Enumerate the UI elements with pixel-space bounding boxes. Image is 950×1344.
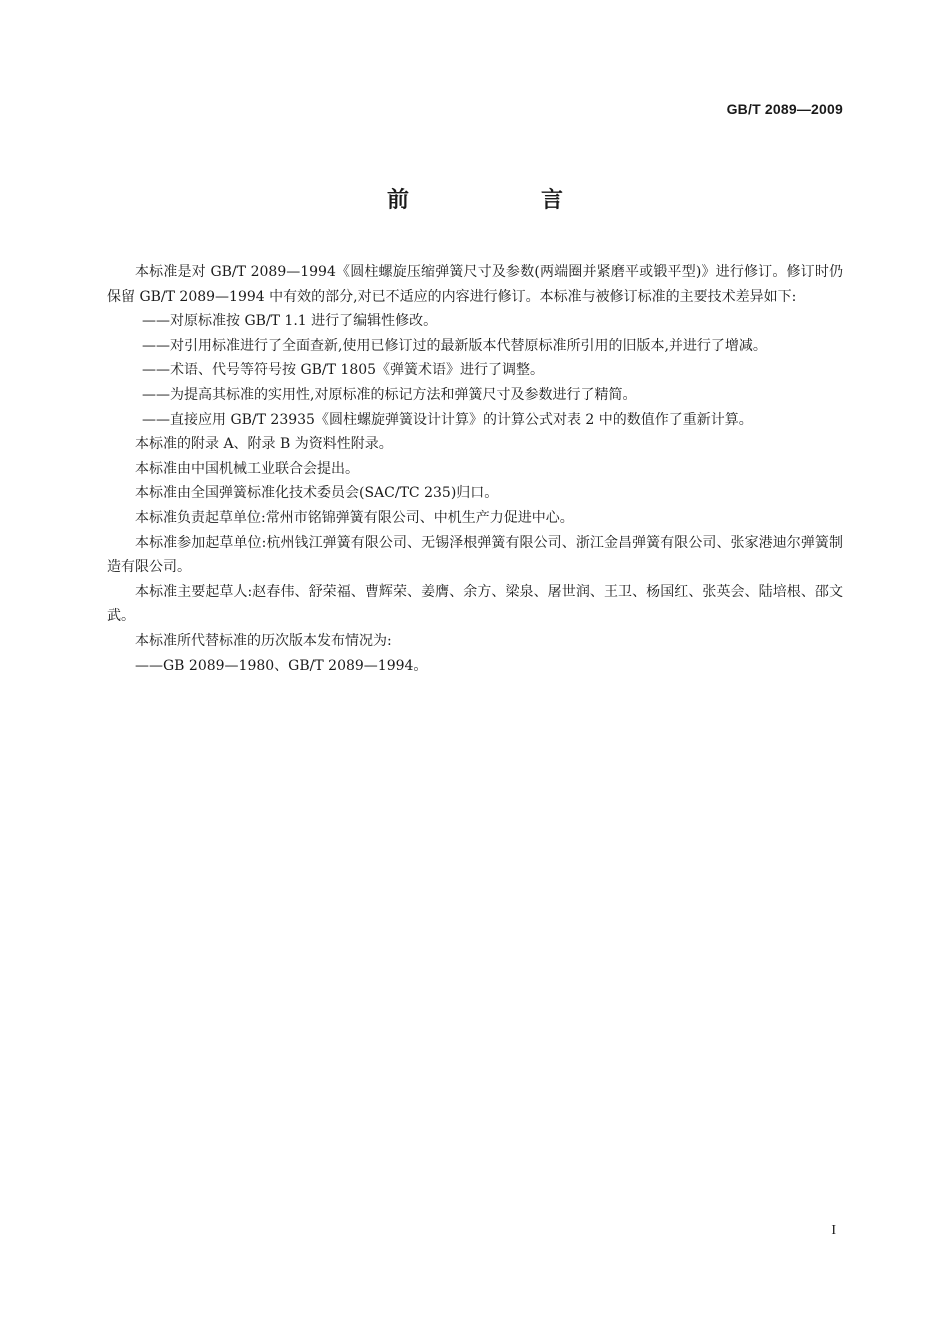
committee-paragraph: 本标准由全国弹簧标准化技术委员会(SAC/TC 235)归口。 xyxy=(135,485,499,502)
intro-paragraph: 本标准是对 GB/T 2089—1994《圆柱螺旋压缩弹簧尺寸及参数(两端圈并紧磨平或锻平型)》进行修订。修订时仍保留 GB/T 2089—1994 中有效的部分,对已不适应的内容进行修订。本标准与被修订标准的主要技术差异如下: xyxy=(107,264,843,305)
list-item: ——直接应用 GB/T 23935《圆柱螺旋弹簧设计计算》的计算公式对表 2 中的数值作了重新计算。 xyxy=(142,411,753,428)
list-item: ——术语、代号等符号按 GB/T 1805《弹簧术语》进行了调整。 xyxy=(142,362,545,379)
page-title: 前 言 xyxy=(386,188,618,213)
drafters-paragraph: 本标准主要起草人:赵春伟、舒荣福、曹辉荣、姜膺、余方、梁泉、屠世润、王卫、杨国红、张英会、陆培根、邵文武。 xyxy=(107,583,843,625)
annex-paragraph: 本标准的附录 A、附录 B 为资料性附录。 xyxy=(135,436,393,453)
proposer-paragraph: 本标准由中国机械工业联合会提出。 xyxy=(135,460,359,477)
page-number: I xyxy=(831,1223,836,1238)
drafting-unit-paragraph: 本标准负责起草单位:常州市铭锦弹簧有限公司、中机生产力促进中心。 xyxy=(135,509,574,526)
list-item: ——为提高其标准的实用性,对原标准的标记方法和弹簧尺寸及参数进行了精简。 xyxy=(142,386,637,403)
list-item: ——对原标准按 GB/T 1.1 进行了编辑性修改。 xyxy=(142,313,438,330)
history-list-item: ——GB 2089—1980、GB/T 2089—1994。 xyxy=(135,657,428,674)
foreword-body xyxy=(107,260,843,678)
history-paragraph: 本标准所代替标准的历次版本发布情况为: xyxy=(135,632,392,649)
participating-unit-paragraph: 本标准参加起草单位:杭州钱江弹簧有限公司、无锡泽根弹簧有限公司、浙江金昌弹簧有限公司、张家港迪尔弹簧制造有限公司。 xyxy=(107,534,843,576)
list-item: ——对引用标准进行了全面查新,使用已修订过的最新版本代替原标准所引用的旧版本,并进行了增减。 xyxy=(142,337,767,354)
standard-code-header: GB/T 2089—2009 xyxy=(726,101,843,117)
